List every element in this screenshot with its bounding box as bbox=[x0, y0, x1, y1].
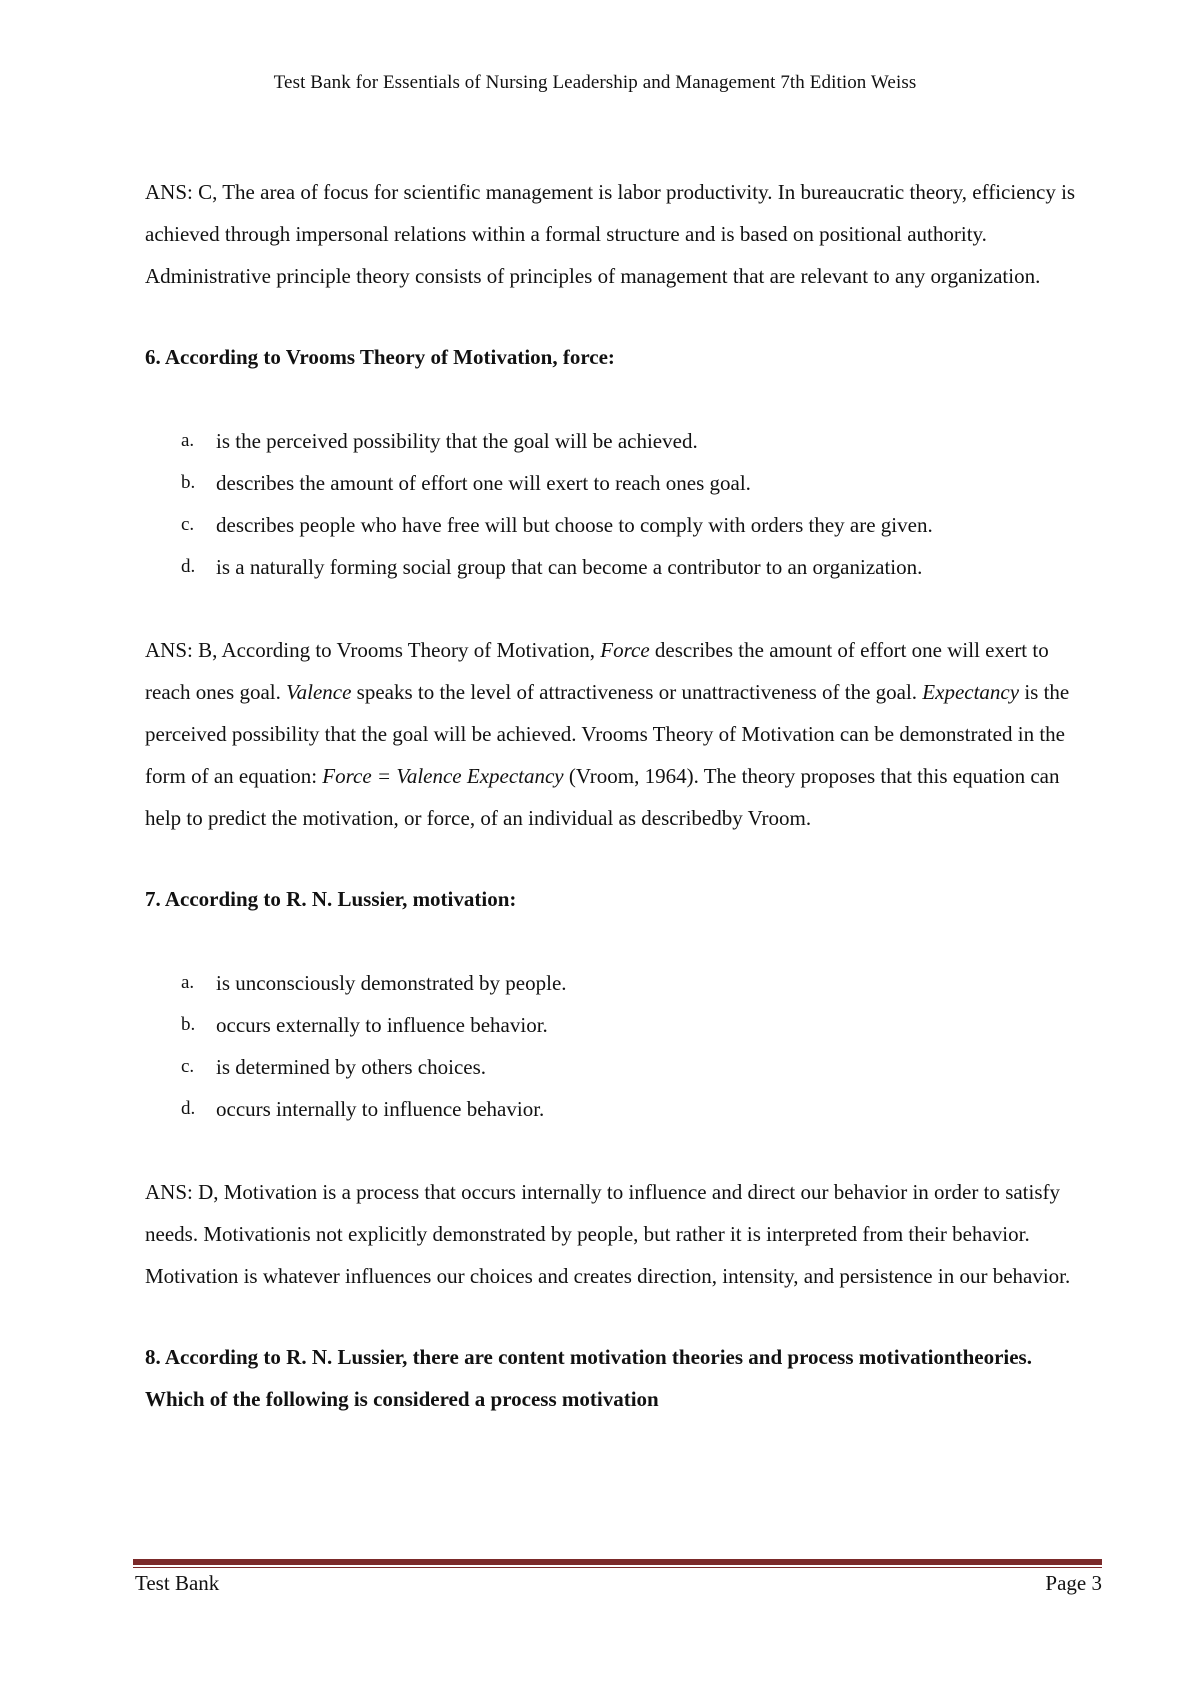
term-force: Force bbox=[600, 638, 650, 662]
spacer bbox=[145, 839, 1085, 878]
term-valence: Valence bbox=[286, 680, 352, 704]
answer-q7: ANS: D, Motivation is a process that occurs internally to influence and direct our behavior in order to satisfy needs. Motivationis not explicitly demonstrated by people, but rather it is interpreted from their behavior. Motivation is whatever influences our choices and creates direction, intensity, and persistence in our behavior. bbox=[145, 1180, 1071, 1288]
option-item bbox=[145, 1088, 1085, 1130]
spacer bbox=[145, 378, 1085, 420]
answer-text: speaks to the level of attractiveness or unattractiveness of the goal. bbox=[351, 680, 923, 704]
option-text: is the perceived possibility that the goal will be achieved. bbox=[216, 429, 698, 453]
footer-label: Test Bank bbox=[135, 1571, 220, 1595]
equation: Force = Valence Expectancy bbox=[322, 764, 564, 788]
question-7: 7. According to R. N. Lussier, motivation: bbox=[145, 887, 517, 911]
page-number: Page 3 bbox=[1045, 1571, 1102, 1595]
running-header: Test Bank for Essentials of Nursing Leadership and Management 7th Edition Weiss bbox=[273, 72, 917, 93]
option-item bbox=[145, 420, 1085, 462]
footer-rule-thin bbox=[133, 1567, 1102, 1568]
spacer bbox=[145, 1297, 1085, 1336]
spacer bbox=[145, 920, 1085, 962]
option-item bbox=[145, 1046, 1085, 1088]
page-content bbox=[145, 171, 1085, 1420]
option-letter: d. bbox=[181, 556, 196, 577]
option-letter: c. bbox=[181, 514, 195, 535]
option-letter: d. bbox=[181, 1098, 196, 1119]
option-letter: c. bbox=[181, 1056, 195, 1077]
option-text: is a naturally forming social group that can become a contributor to an organization. bbox=[216, 555, 923, 579]
footer-rule bbox=[133, 1559, 1102, 1565]
answer-text: is the perceived possibility that the goal will be achieved. Vrooms Theory of Motivation can be demonstrated in the form of an equation: bbox=[145, 680, 1070, 788]
answer-text: ANS: B, According to Vrooms Theory of Motivation, bbox=[145, 638, 601, 662]
option-text: occurs externally to influence behavior. bbox=[216, 1013, 548, 1037]
option-letter: a. bbox=[181, 972, 195, 993]
option-letter: b. bbox=[181, 1014, 196, 1035]
option-item bbox=[145, 962, 1085, 1004]
option-item bbox=[145, 504, 1085, 546]
option-text: describes people who have free will but choose to comply with orders they are given. bbox=[216, 513, 933, 537]
option-item bbox=[145, 1004, 1085, 1046]
option-text: describes the amount of effort one will exert to reach ones goal. bbox=[216, 471, 751, 495]
option-text: is determined by others choices. bbox=[216, 1055, 487, 1079]
answer-q6 bbox=[145, 629, 1085, 839]
term-expectancy: Expectancy bbox=[922, 680, 1020, 704]
spacer bbox=[145, 297, 1085, 336]
spacer bbox=[145, 588, 1085, 629]
answer-text: describes the amount of effort one will exert to reach ones goal. bbox=[145, 638, 1049, 704]
question-7-options bbox=[145, 962, 1085, 1130]
question-8: 8. According to R. N. Lussier, there are content motivation theories and process motivationtheories. Which of the following is considered a process motivation bbox=[145, 1345, 1032, 1411]
option-letter: a. bbox=[181, 430, 195, 451]
answer-q5: ANS: C, The area of focus for scientific management is labor productivity. In bureaucratic theory, efficiency is achieved through impersonal relations within a formal structure and is based on positional authority. Administrative principle theory consists of principles of management that are relevant to any organization. bbox=[145, 180, 1076, 288]
option-item bbox=[145, 546, 1085, 588]
question-6-options bbox=[145, 420, 1085, 588]
answer-text: (Vroom, 1964). The theory proposes that this equation can help to predict the motivation, or force, of an individual as describedby Vroom. bbox=[145, 764, 1060, 830]
question-6: 6. According to Vrooms Theory of Motivation, force: bbox=[145, 345, 615, 369]
spacer bbox=[145, 1130, 1085, 1171]
option-letter: b. bbox=[181, 472, 196, 493]
option-item bbox=[145, 462, 1085, 504]
option-text: is unconsciously demonstrated by people. bbox=[216, 971, 567, 995]
option-text: occurs internally to influence behavior. bbox=[216, 1097, 545, 1121]
